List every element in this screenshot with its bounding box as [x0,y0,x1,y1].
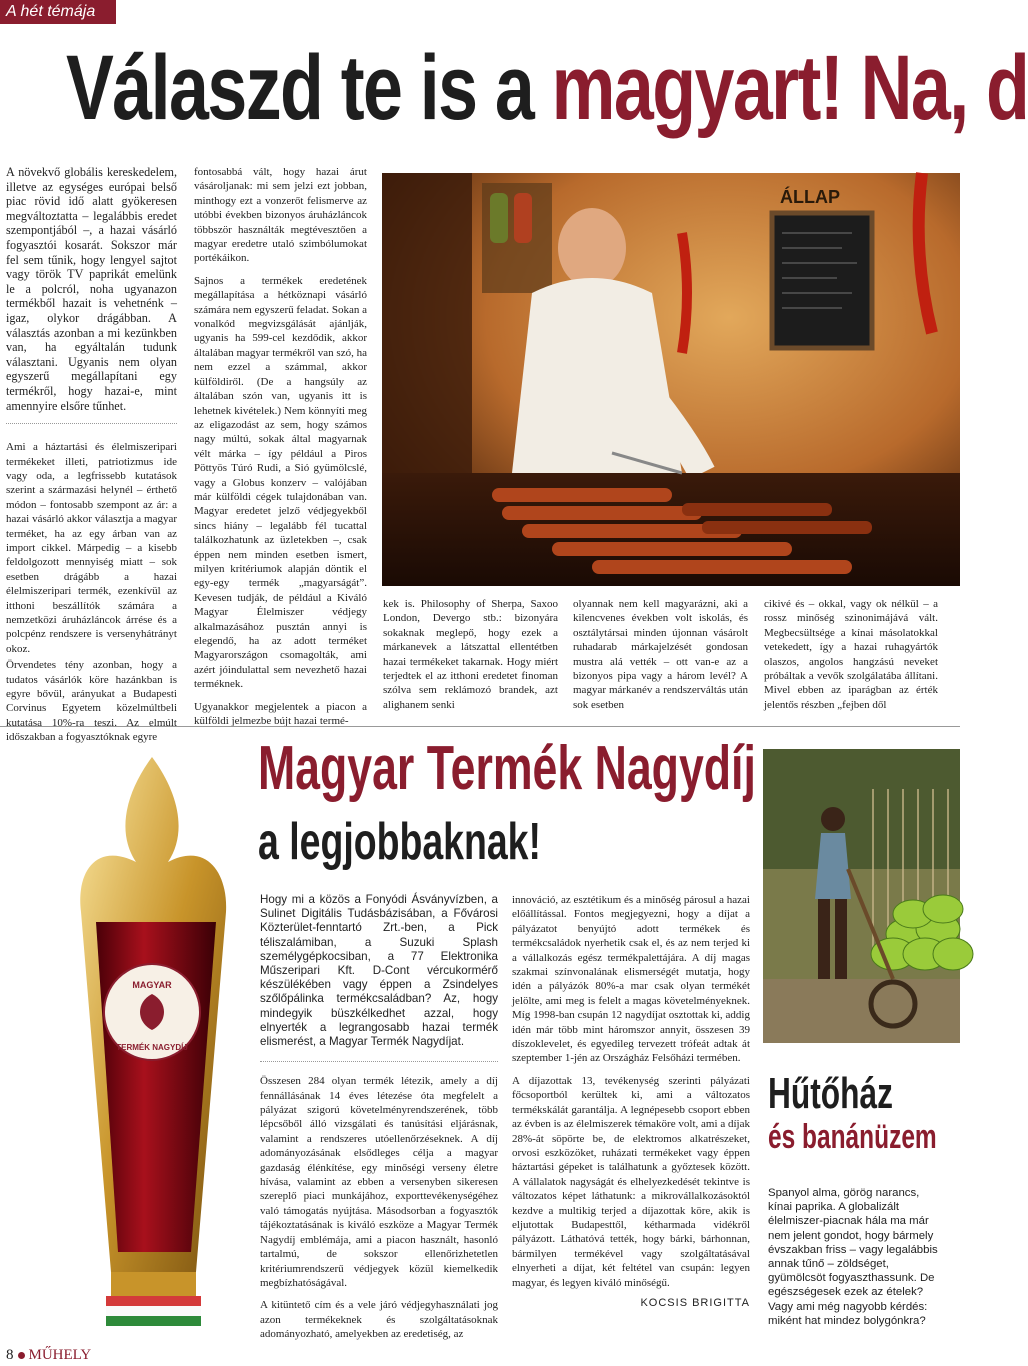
paragraph: A díjazottak 13, tevékenység szerinti pályázati főcsoportból kerültek ki, ami a változatos termékskálát garantálja. A legnépesebb csoport ebben az évben is az élelmiszerek témaköre volt, ami a díjak 28%-át söpörte be, de elektromos alkatrészeket, orvosi eszközöket, ruházati termékeket vagy éppen háztartási gépeket is találhatunk a győztesek között. A vállalatok nagyságát és elhelyezkedését tekintve is változatos képet láthatunk: a mikrovállalkozásoktól kezdve a multikig terjed a díjazottak köre, akik is eljutottak Budapesttől, kétharmada vidékről pályázott. Láthatóvá tették, hogy bárki, bárhonnan, bármilyen termékével vagy szolgáltatásával elnyerheti a díjat, két feltétel van csupán: legyen magyar, és legyen kiváló minőségű. [512,1074,750,1289]
article-column-1 [6,165,177,753]
paragraph: Sajnos a termékek eredetének megállapítása a hétköznapi vásárló számára nem egyszerű feladat. Sokan a vonalkód megvizsgálását ajánlják, ugyanis ha 599-cel kezdődik, akkor általában magyar termékről van szó, ha nem ezzel a számmal, akkor külföldiről. (De a hangsúly az általában szón van, ugyanis itt is lehetnek kivételek.) Nem könnyíti meg az eligazodást az sem, hogy számos nagy múltú, sokak által magyarnak vélt márka – így például a Piros Pöttyös Túró Rudi, a Sió gyümölcslé, vagy a Globus konzerv – valójában már külföldi cégek tulajdonában van. Magyar eredetet jelző védjegyekből sincs hiány – legalább fél tucattal találkozhatunk az üzletekben –, csak éppen nem minden esetben ismert, milyen kritériumok alapján döntik el egy-egy termék „magyarságát”. Kevesen tudják, de például a Kiváló Magyar Élelmiszer védjegy alkalmazásához pusztán annyi is elegendő, ha az adott terméket Magyarországon csomagolták, ami azért jóindulattal sem nevezhető hazai terméknek. [194,274,367,691]
section2-column-2 [512,893,750,1310]
section2-title: Magyar Termék Nagydíj [258,734,756,803]
banana-cart-photo [763,749,960,1043]
section3-text [768,1186,943,1336]
paragraph: cikivé és – okkal, vagy ok nélkül – a rossz minőség szinonimájává vált. Megbecsültsége a kínai másolatokkal vetekedett, így a hazai ruhagyártók olaszos, angolos hangzású neveket próbáltak a vevők szolgálatába állítani. Mivel ebben az iparágban az érték jelentős részben „fejben dől [764,598,938,711]
paragraph: Spanyol alma, görög narancs, kínai paprika. A globalizált élelmiszer-piacnak hála ma már nem jelent gondot, hogy bármely évszakban friss – vagy legalábbis annak tűnő – zöldséget, gyümölcsöt fogyaszthassunk. De egészségesek ezek az ételek? Vagy ami még nagyobb kérdés: miként hat mindez bolygónkra? [768,1187,938,1327]
section2-column-1 [260,893,498,1350]
article-column-2 [194,165,367,736]
trophy-logo-bottom: TERMÉK NAGYDÍJ [116,1043,188,1052]
bullet-icon [18,1352,25,1359]
section2-subtitle: a legjobbaknak! [258,813,541,871]
headline-part1: Válaszd te is a [66,37,552,139]
page-headline [66,38,1028,138]
page-number: 8 [6,1347,14,1363]
section-label: A hét témája [0,0,116,24]
section3-title: Hűtőház [768,1069,893,1118]
divider [260,1061,498,1062]
lead-paragraph: A növekvő globális kereskedelem, illetve az egységes európai belső piac rövid idő alatt gyökeresen megváltoztatta – legalábbis eredet szempontjából –, a hazai vásárló fogyasztói kosarát. Sokszor már fel sem tűnik, hogy lengyel sajtot vagy török TV paprikát emelünk le a polcról, noha ugyanazon termékből hazait is vehetnénk – igaz, olykor drágábban. A választás azonban a mi kezünkben van, ha egyáltalán tudunk választani. Ugyanis nem olyan egyszerű megállapítani egy termékről, hogy hazai-e, mint amennyire elsőre tűnhet. [6,165,177,413]
paragraph: Ugyanakkor megjelentek a piacon a külföldi jelmezbe bújt hazai termé- [194,700,367,728]
section-divider [0,726,960,727]
divider [6,423,177,424]
headline-part2: magyart! Na, d [551,37,1028,139]
article-column-3 [383,597,558,720]
paragraph: olyannak nem kell magyarázni, aki a kilencvenes években volt iskolás, és osztálytársai minden újonnan vásárolt ruhadarab márkajelzését gondosan mustra alá vették – ott van-e az a bizonyos pipa vagy a három levél? A magyar márkanév a rendszerváltás után sok esetben [573,598,748,711]
paragraph: Örvendetes tény azonban, hogy a tudatos vásárlók köre hazánkban is egyre bővül, arányukat a Budapesti Corvinus Egyetem közelmúltbeli kutatása 10%-ra teszi. Az elmúlt időszakban a fogyasztóknak egyre [6,659,177,744]
footer-section: MŰHELY [28,1347,92,1363]
paragraph: A kitüntető cím és a vele járó védjegyhasználati jog azon termékeknek és szolgáltatásoknak adományozható, amelyekben az eredetiség, az [260,1299,498,1341]
paragraph: Összesen 284 olyan termék létezik, amely a díj fennállásának 14 éves létezése óta megfelelt a pályázat szigorú követelményrendszerének, több lépcsőből álló vizsgálati és tanúsítási eljárásnak, valamint a rendszeres utóellenőrzéseknek. A díj adományozásának elsődleges célja a magyar gazdaság élénkítése, egy minőségi verseny életre hívása, valamint az ebben a versenyben sikeresen szereplő piaci munkájához, exporttevékenységéhez való támogatás nyújtása. Másodsorban a fogyasztók tájékoztatásának is kiváló eszköze a Magyar Termék Nagydíj emblémája, ami a piacon használt, hasonló tartalmú, de sokszor ellenőrizhetetlen kritériumrendszerű védjegyek közül kiemelkedik megbízhatóságával. [260,1075,498,1289]
page-footer [6,1347,91,1364]
section2-lead: Hogy mi a közös a Fonyódi Ásványvízben, a Sulinet Digitális Tudásbázisában, a Fővárosi Közterület-fenntartó Zrt.-ben, a Pick téliszalámiban, a Suzuki Splash személygépkocsiban, a 77 Elektronika Műszeripari Kft. D-Cont vércukormérő készülékében vagy éppen a Zsindelyes szőlőpálinka termékcsaládban? Az, hogy mindegyik büszkélkedhet azzal, hogy elnyerték a legrangosabb hazai termék elismerést, a Magyar Termék Nagydíjat. [260,893,498,1049]
section3-subtitle: és banánüzem [768,1118,937,1156]
paragraph: fontosabbá vált, hogy hazai árut vásároljanak: mi sem jelzi ezt jobban, minthogy ezt a vonzerőt felismerve az utóbbi években bizonyos áruházláncok többször használták megtévesztően a magyar eredetre utaló szimbólumokat portékáikon. [194,166,367,265]
paragraph: kek is. Philosophy of Sherpa, Saxoo London, Devergo stb.: bizonyára sokaknak meglepő, hogy ezek a márkanevek a látszattal ellentétben hazai termékeket takarnak. Hogy miért terjedtek el az itthoni eredetet finoman szólva sem reklámozó brandek, azt alighanem senki [383,598,558,711]
article-column-5 [764,597,938,720]
author-byline: KOCSIS BRIGITTA [640,1296,750,1309]
trophy-image [56,752,248,1342]
sign-text: ÁLLAP [780,187,840,207]
trophy-logo-top: MAGYAR [132,980,172,990]
paragraph: Ami a háztartási és élelmiszeripari termékeket illeti, patriotizmus ide vagy oda, a legfrissebb kutatások szerint a származási helynél – érthető módon – fontosabb szempont az ár: a hazai vásárló akkor választja a magyar terméket, ha az egy árban van az import cikkel. Márpedig – a kisebb feldolgozott mennyiség miatt – sok esetben drágább a hazai élelmiszeripari termék, ezenkívül az itthoni beszállítók számára a nemzetközi áruházláncok árrése és a polcpénz rendszere is versenyhátrányt okoz. [6,441,177,655]
chef-grill-photo [382,173,960,586]
paragraph: innováció, az esztétikum és a minőség párosul a hazai előállítással. Fontos megjegyezni, hogy a díjat a pályázatot benyújtó adott termékek és termékcsaládok nyerhetik csak el, és az nem terjed ki a vállalkozás egész termékpalettájára. A díj magas szakmai színvonalának elismerségét mutatja, hogy idén a pályázók 80%-a mar csak olyan termékét jelölte, ami meg is felelt a magas követelményeknek. Míg 1998-ban csupán 12 nagydíjat osztottak ki, addig idén már több mint háromszor annyit, összesen 39 díszoklevelet, és egyedileg tervezett trófeát adtak át szeptember 1-jén az Országház Felsőházi termében. [512,894,750,1065]
article-column-4 [573,597,748,720]
